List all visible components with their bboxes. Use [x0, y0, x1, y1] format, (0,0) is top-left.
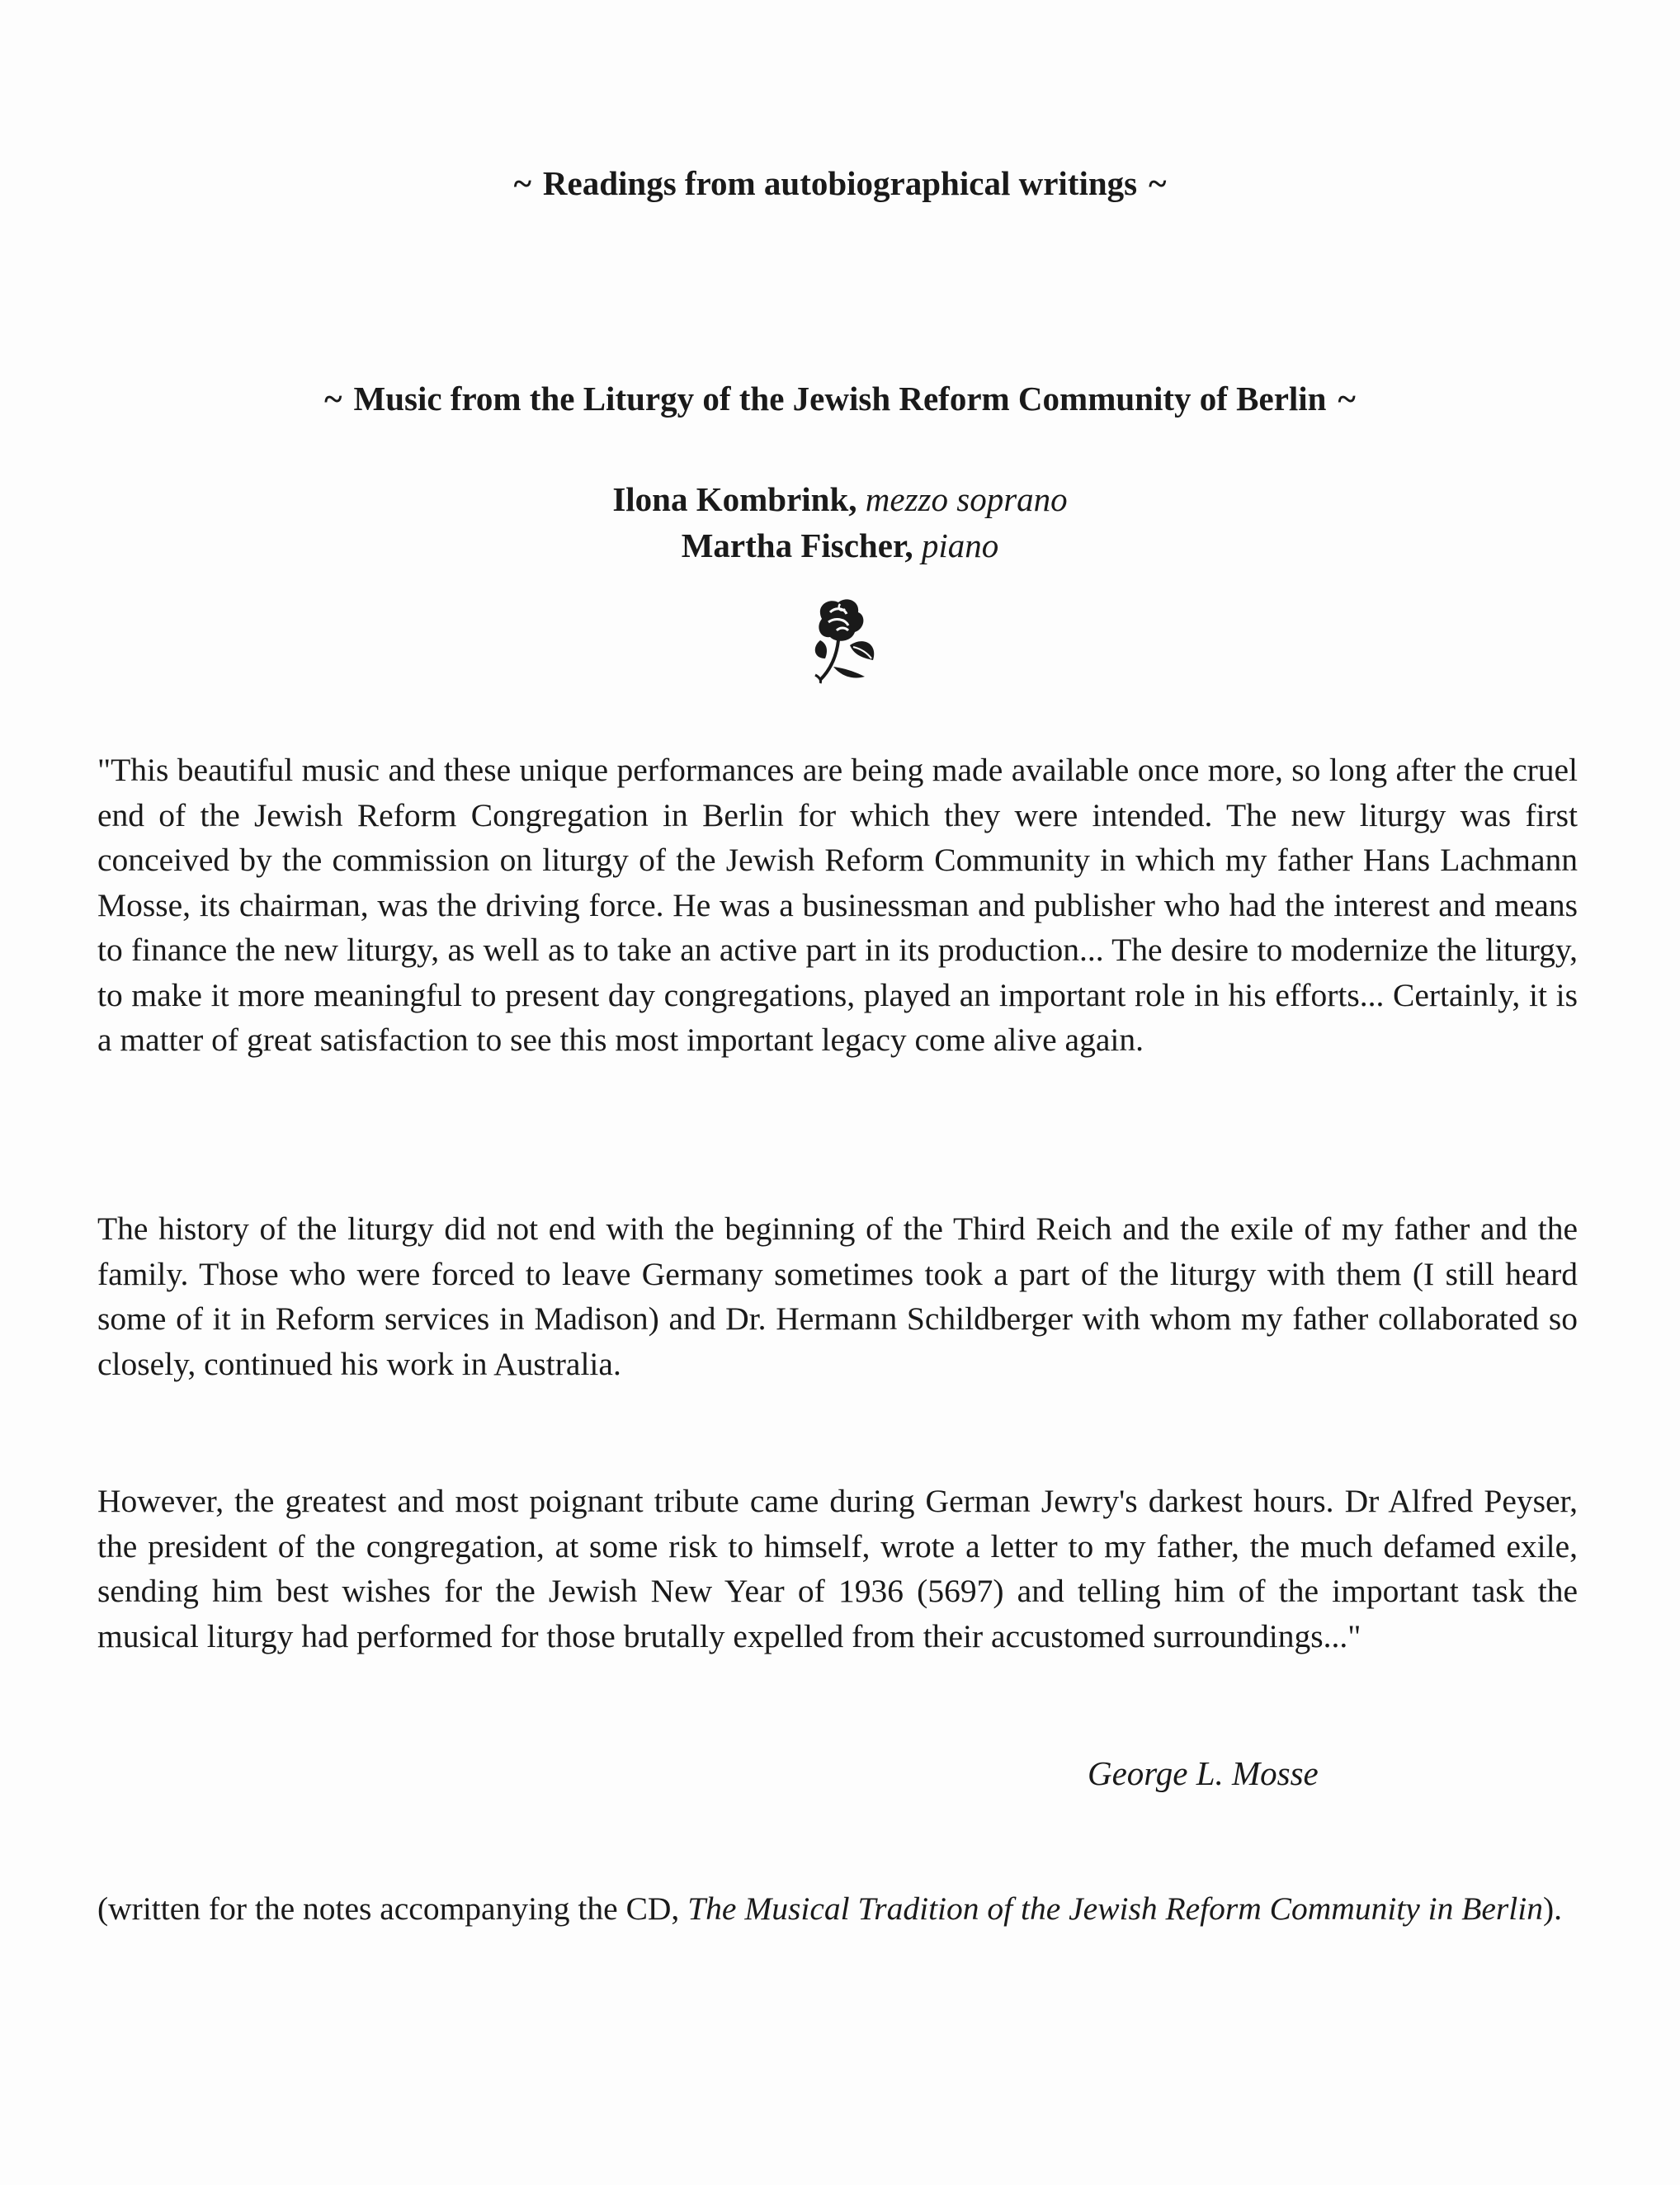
paragraph-text: However, the greatest and most poignant tribute came during German Jewry's darkest hours. Dr Alfred Peyser, the president of the congregation, at some risk to himself, wrote a letter to my father, the much defamed exile, sending him best wishes for the Jewish New Year of 1936 (5697) and telling him of the important task the musical liturgy had performed for those brutally expelled from their accustomed surroundings..."	[97, 1483, 1578, 1654]
music-heading-text: Music from the Liturgy of the Jewish Reform Community of Berlin	[353, 380, 1327, 418]
readings-heading	[0, 164, 1680, 202]
rose-icon	[804, 594, 880, 687]
performer-2-name: Martha Fischer,	[681, 526, 913, 564]
performer-line-1	[0, 476, 1680, 522]
quote-paragraph-1	[97, 748, 1578, 1063]
note-suffix: ).	[1543, 1890, 1563, 1927]
tilde-right: ~	[1149, 164, 1167, 202]
quote-paragraph-2	[97, 1206, 1578, 1386]
performer-line-2	[0, 522, 1680, 569]
readings-heading-text: Readings from autobiographical writings	[542, 164, 1138, 202]
source-note	[97, 1886, 1578, 1932]
paragraph-text: "This beautiful music and these unique performances are being made available once more, so long after the cruel end of the Jewish Reform Congregation in Berlin for which they were intended. The new liturgy was first conceived by the commission on liturgy of the Jewish Reform Community in which my father Hans Lachmann Mosse, its chairman, was the driving force. He was a businessman and publisher who had the interest and means to finance the new liturgy, as well as to take an active part in its production... The desire to modernize the liturgy, to make it more meaningful to present day congregations, played an important role in his efforts... Certainly, it is a matter of great satisfaction to see this most important legacy come alive again.	[97, 752, 1578, 1058]
signature: George L. Mosse	[1088, 1754, 1319, 1792]
cd-title: The Musical Tradition of the Jewish Reform Community in Berlin	[687, 1890, 1544, 1927]
quote-paragraph-3	[97, 1479, 1578, 1659]
performer-credits	[0, 476, 1680, 569]
performer-1-name: Ilona Kombrink,	[612, 480, 857, 518]
performer-1-role: mezzo soprano	[865, 480, 1068, 518]
tilde-left: ~	[324, 380, 342, 418]
paragraph-text: The history of the liturgy did not end with the beginning of the Third Reich and the exile of my father and the family. Those who were forced to leave Germany sometimes took a part of the liturgy with them (I still heard some of it in Reform services in Madison) and Dr. Hermann Schildberger with whom my father collaborated so closely, continued his work in Australia.	[97, 1210, 1578, 1382]
note-prefix: (written for the notes accompanying the CD,	[97, 1890, 688, 1927]
music-heading	[0, 382, 1680, 416]
tilde-right: ~	[1338, 380, 1356, 418]
performer-2-role: piano	[921, 526, 999, 564]
tilde-left: ~	[513, 164, 531, 202]
